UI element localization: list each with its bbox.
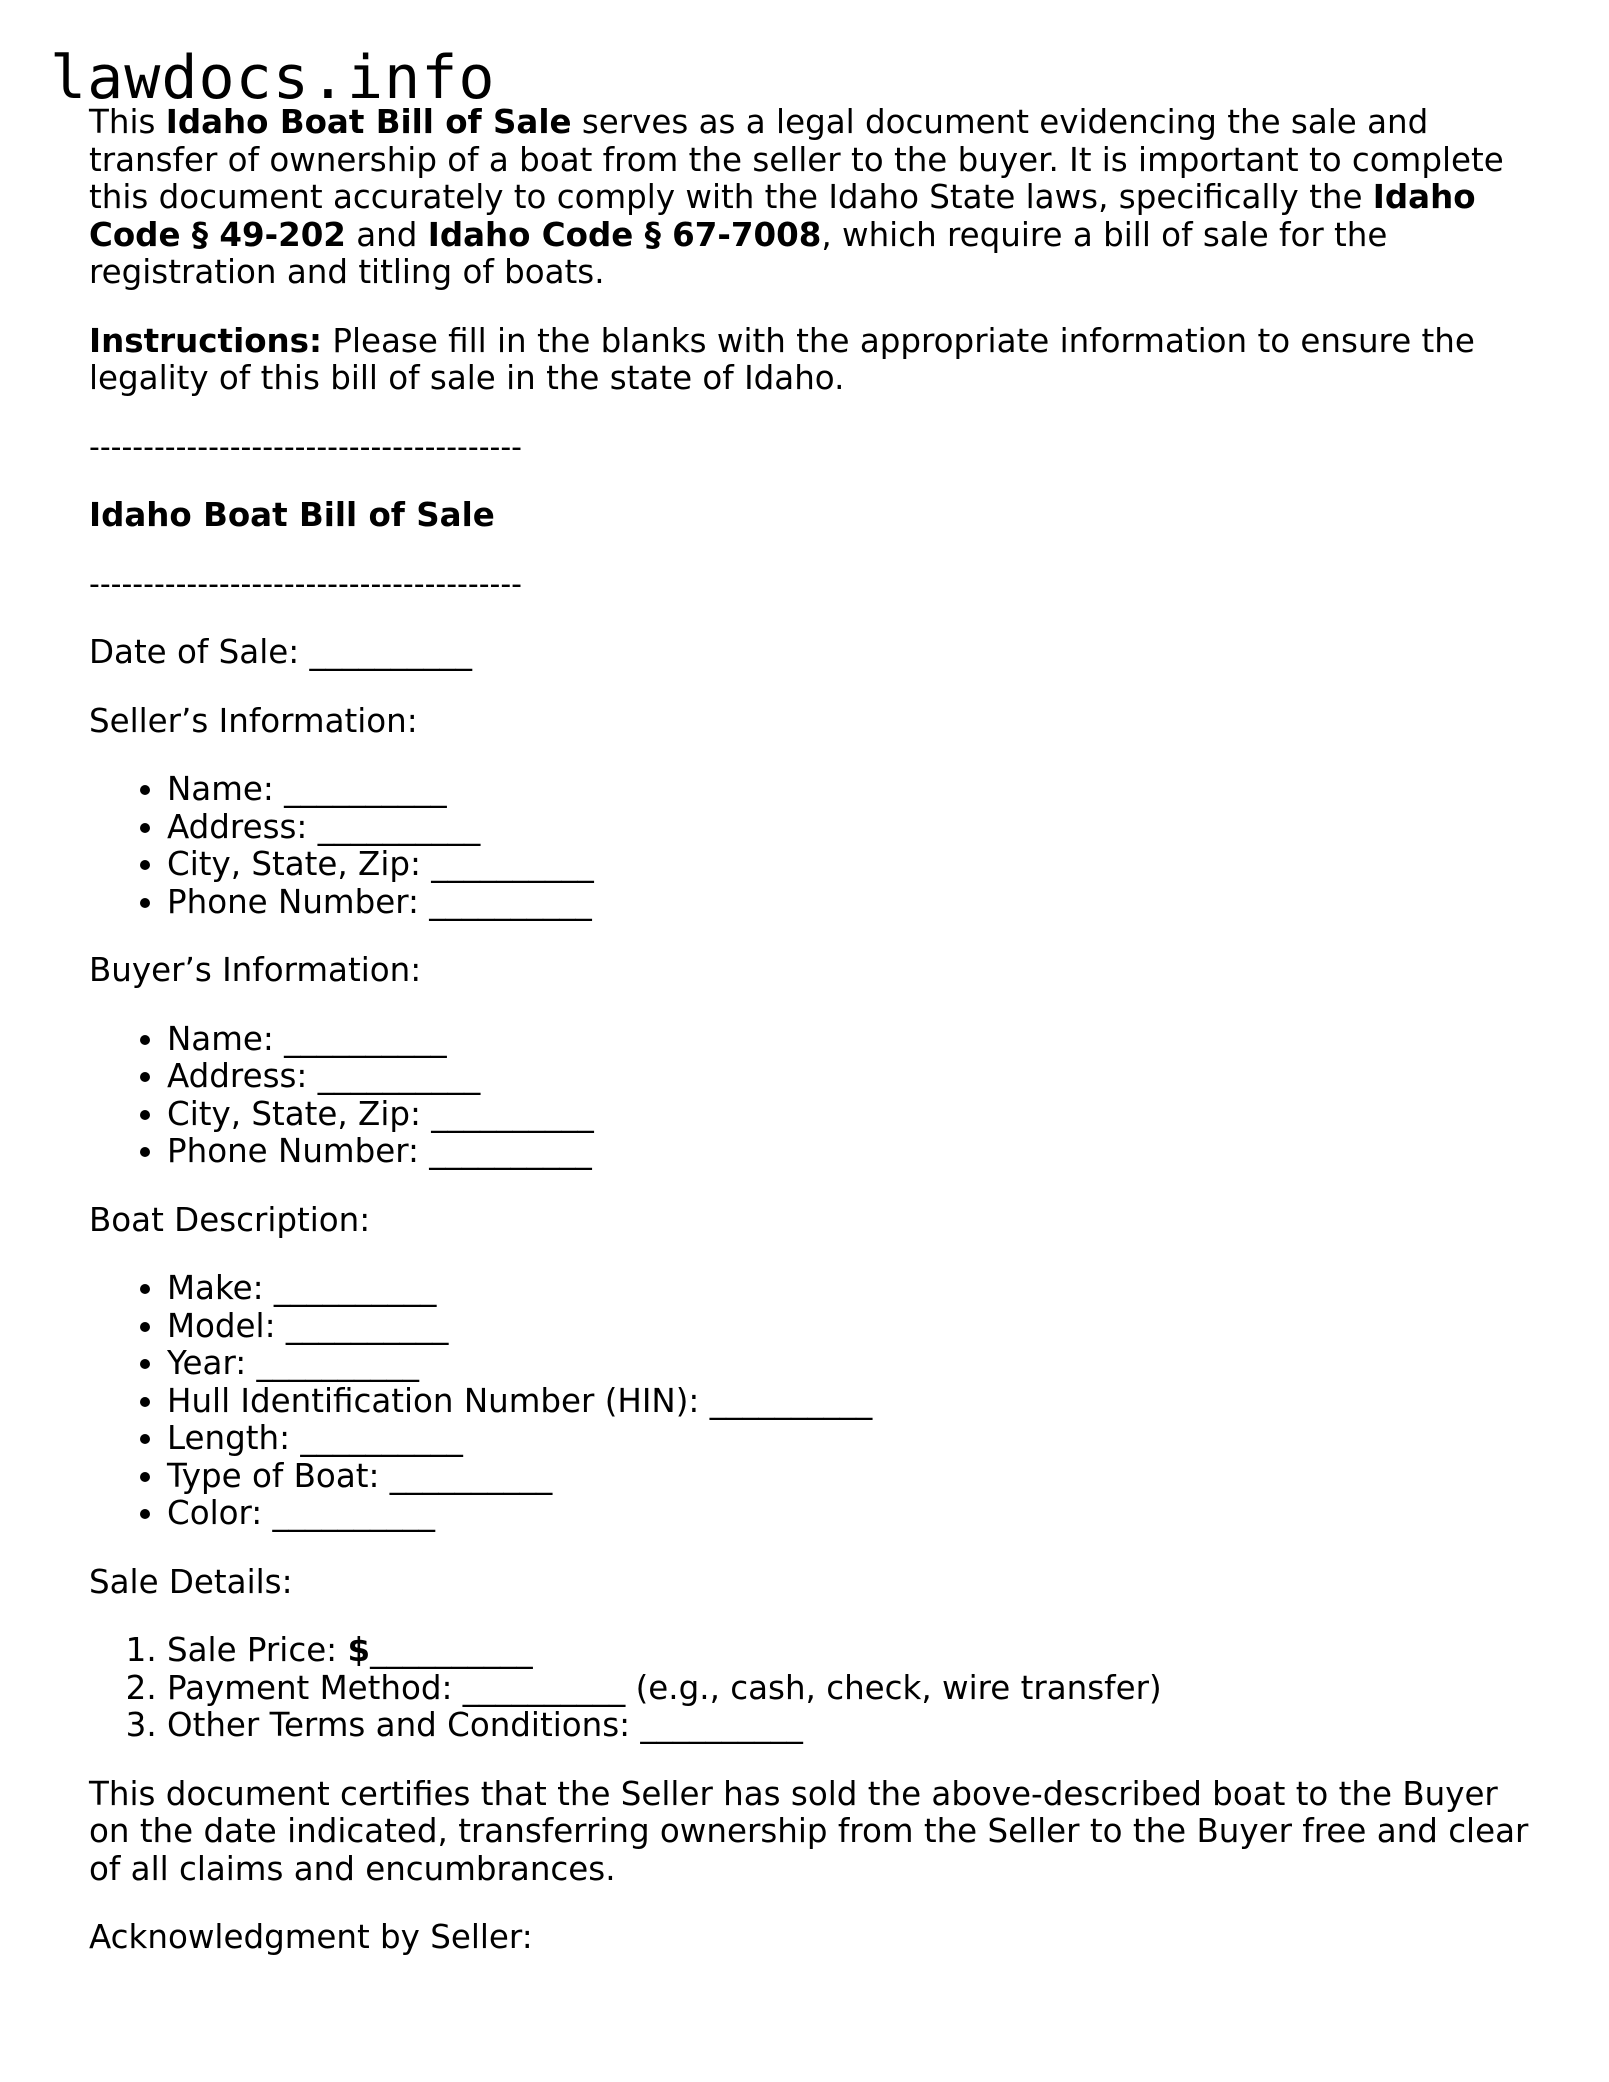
seller-name-field: • Name: __________	[167, 771, 1539, 809]
buyer-info-list	[89, 1021, 1539, 1171]
intro-bold-code-2: Idaho Code § 67-7008	[427, 215, 822, 254]
seller-address-field: • Address: __________	[167, 809, 1539, 847]
seller-acknowledgment-heading: Acknowledgment by Seller:	[89, 1918, 533, 1956]
buyer-heading: Buyer’s Information:	[89, 951, 422, 989]
document-body	[89, 104, 1539, 1988]
boat-hin-field: • Hull Identification Number (HIN): __________	[167, 1383, 1539, 1421]
date-of-sale-field: Date of Sale: __________	[89, 633, 473, 671]
sale-price-blank: __________	[370, 1631, 533, 1669]
intro-bold-code-1: Idaho Code § 49-202	[89, 178, 1476, 254]
boat-color-field: • Color: __________	[167, 1495, 1539, 1533]
intro-text-1: This	[89, 103, 166, 141]
buyer-phone-field: • Phone Number: __________	[167, 1133, 1539, 1171]
sale-details-heading: Sale Details:	[89, 1562, 293, 1601]
other-terms-field: 3. Other Terms and Conditions: __________	[167, 1707, 1539, 1745]
certification-paragraph: This document certifies that the Seller has sold the above-described boat to the Buyer on the date indicated, transferring ownership from the Seller to the Buyer free and clear of all claims and encumbrances.	[89, 1774, 1529, 1888]
separator-top: ----------------------------------------	[89, 429, 523, 465]
instructions-label: Instructions:	[89, 321, 323, 360]
sale-price-field	[167, 1632, 1539, 1670]
intro-text-2: serves as a legal document evidencing the sale and transfer of ownership of a boat from the seller to the buyer. It is important to complete this document accurately to comply with the Idaho State laws, specifically the	[89, 103, 1504, 216]
seller-city-state-zip-field: • City, State, Zip: __________	[167, 846, 1539, 884]
payment-method-field: 2. Payment Method: __________ (e.g., cash, check, wire transfer)	[167, 1670, 1539, 1708]
lawdocs-watermark: lawdocs.info	[50, 43, 496, 113]
intro-bold-doc-name: Idaho Boat Bill of Sale	[165, 103, 572, 141]
sale-price-label: Sale Price:	[167, 1631, 348, 1669]
boat-make-field: • Make: __________	[167, 1270, 1539, 1308]
dollar-sign: $	[347, 1631, 371, 1669]
buyer-city-state-zip-field: • City, State, Zip: __________	[167, 1096, 1539, 1134]
instructions-paragraph	[89, 323, 1539, 398]
seller-phone-field: • Phone Number: __________	[167, 884, 1539, 922]
buyer-name-field: • Name: __________	[167, 1021, 1539, 1059]
boat-description-list	[89, 1270, 1539, 1533]
seller-heading: Seller’s Information:	[89, 701, 418, 740]
separator-bottom: ----------------------------------------	[89, 566, 523, 602]
intro-text-4: , which require a bill of sale for the registration and titling of boats.	[89, 215, 1388, 291]
boat-length-field: • Length: __________	[167, 1420, 1539, 1458]
buyer-address-field: • Address: __________	[167, 1058, 1539, 1096]
intro-text-3: and	[345, 215, 428, 254]
boat-year-field: • Year: __________	[167, 1345, 1539, 1383]
intro-paragraph	[89, 104, 1539, 292]
boat-description-heading: Boat Description:	[89, 1200, 371, 1239]
instructions-text: Please fill in the blanks with the appropriate information to ensure the legality of this bill of sale in the state of Idaho.	[89, 321, 1475, 397]
boat-type-field: • Type of Boat: __________	[167, 1458, 1539, 1496]
boat-model-field: • Model: __________	[167, 1308, 1539, 1346]
sale-details-list	[89, 1632, 1539, 1745]
seller-info-list	[89, 771, 1539, 921]
document-title: Idaho Boat Bill of Sale	[89, 496, 495, 534]
